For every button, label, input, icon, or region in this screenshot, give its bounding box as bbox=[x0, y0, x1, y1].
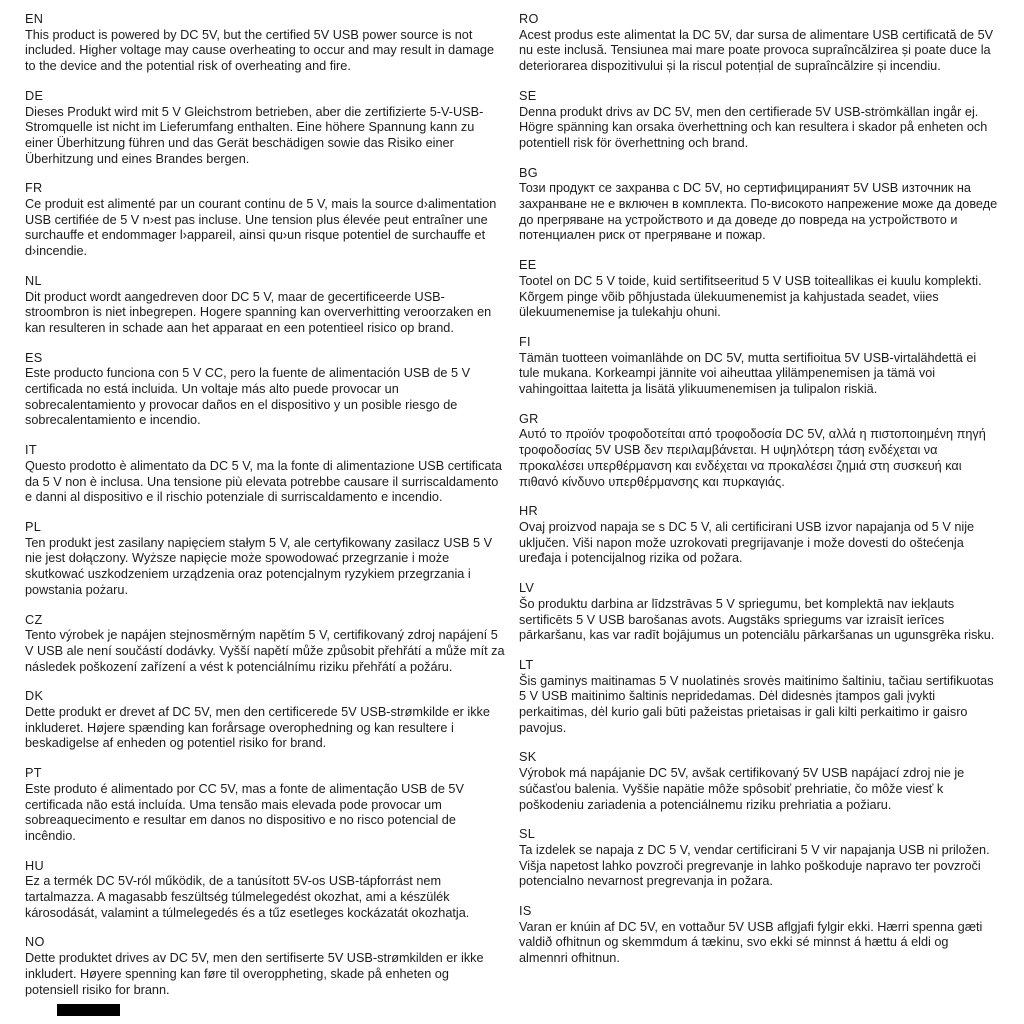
left-column bbox=[25, 12, 506, 1012]
language-block-pl bbox=[25, 520, 506, 599]
language-code: BG bbox=[519, 165, 538, 180]
language-code: PL bbox=[25, 519, 42, 534]
language-code: SL bbox=[519, 827, 536, 842]
cropped-footer-mark bbox=[57, 1004, 120, 1016]
language-block-cz bbox=[25, 613, 506, 676]
language-block-dk bbox=[25, 689, 506, 752]
language-code: EN bbox=[25, 12, 44, 26]
language-code: LT bbox=[519, 657, 534, 672]
language-code: HU bbox=[25, 858, 44, 873]
language-code: DE bbox=[25, 88, 44, 103]
language-block-hr bbox=[519, 504, 1000, 567]
warning-text: Αυτό το προϊόν τροφοδοτείται από τροφοδοσία DC 5V, αλλά η πιστοποιημένη πηγή τροφοδοσίας 5V USB δεν περιλαμβάνεται. Η υψηλότερη τάση ενδέχεται να προκαλέσει υπερθέρμανση και ενδέχεται να προκαλέσει ζημιά στη συσκευή και πιθανό κίνδυνο υπερθέρμανσης και πυρκαγιάς. bbox=[519, 427, 986, 489]
language-code: PT bbox=[25, 766, 42, 781]
warning-text: Este produto é alimentado por CC 5V, mas a fonte de alimentação USB de 5V certificada não está incluída. Uma tensão mais elevada pode provocar um sobreaquecimento e resultar em danos no dispositivo e no risco potencial de incêndio. bbox=[25, 781, 464, 843]
warning-text: Tento výrobek je napájen stejnosměrným napětím 5 V, certifikovaný zdroj napájení 5 V USB ale není součástí dodávky. Vyšší napětí může způsobit přehřátí a může mít za následek poškození zařízení a vést k potenciálnímu riziku přehřátí a požáru. bbox=[25, 628, 505, 674]
language-code: CZ bbox=[25, 612, 43, 627]
warning-text: Ce produit est alimenté par un courant continu de 5 V, mais la source d›alimentation USB certifiée de 5 V n›est pas incluse. Une tension plus élevée peut entraîner une surchauffe et endommager l›appareil, ainsi qu›un risque potentiel de surchauffe et d›incendie. bbox=[25, 197, 497, 259]
warning-text: Ez a termék DC 5V-ról működik, de a tanúsított 5V-os USB-tápforrást nem tartalmazza. A magasabb feszültség túlmelegedést okozhat, ami a készülék károsodását, valamint a túlmelegedés és a tűz esetleges kockázatát okozhatja. bbox=[25, 874, 470, 920]
language-block-lv bbox=[519, 581, 1000, 644]
language-block-ro bbox=[519, 12, 1000, 75]
language-block-fi bbox=[519, 335, 1000, 398]
warning-text: Dieses Produkt wird mit 5 V Gleichstrom betrieben, aber die zertifizierte 5-V-USB-Stromquelle ist nicht im Lieferumfang enthalten. Eine höhere Spannung kann zu einer Überhitzung führen und das Gerät beschädigen sowie das Risiko einer Überhitzung und eines Brandes bergen. bbox=[25, 104, 484, 166]
right-column bbox=[519, 12, 1000, 1012]
language-block-pt bbox=[25, 766, 506, 845]
language-block-en bbox=[25, 12, 506, 75]
language-code: LV bbox=[519, 581, 535, 596]
language-code: IS bbox=[519, 904, 532, 919]
language-code: EE bbox=[519, 258, 537, 273]
language-block-it bbox=[25, 443, 506, 506]
language-code: HR bbox=[519, 504, 538, 519]
language-code: DK bbox=[25, 689, 44, 704]
warning-text: This product is powered by DC 5V, but the certified 5V USB power source is not included. Higher voltage may cause overheating to occur and may result in damage to the device and the potential risk of overheating and fire. bbox=[25, 27, 494, 74]
language-code: RO bbox=[519, 12, 539, 26]
language-block-sk bbox=[519, 750, 1000, 813]
language-block-is bbox=[519, 904, 1000, 967]
language-code: NO bbox=[25, 935, 45, 950]
language-block-se bbox=[519, 89, 1000, 152]
language-block-es bbox=[25, 351, 506, 430]
language-code: GR bbox=[519, 411, 539, 426]
warning-text: Acest produs este alimentat la DC 5V, dar sursa de alimentare USB certificată de 5V nu este inclusă. Tensiunea mai mare poate provoca supraîncălzirea și poate duce la deteriorarea dispozitivului și la riscul potențial de supraîncălzire și incendiu. bbox=[519, 27, 994, 74]
language-block-lt bbox=[519, 658, 1000, 737]
warning-text: Varan er knúin af DC 5V, en vottaður 5V USB aflgjafi fylgir ekki. Hærri spenna gæti valdið ofhitnun og skemmdum á tækinu, svo ekki sé minnst á hættu á eldi og almennri ofhitnun. bbox=[519, 919, 983, 966]
warning-text: Dette produktet drives av DC 5V, men den sertifiserte 5V USB-strømkilden er ikke inkludert. Høyere spenning kan føre til overoppheting, skade på enheten og potensiell risiko for brann. bbox=[25, 951, 484, 997]
language-code: ES bbox=[25, 350, 43, 365]
warning-text: Tämän tuotteen voimanlähde on DC 5V, mutta sertifioitua 5V USB-virtalähdettä ei tule mukana. Korkeampi jännite voi aiheuttaa ylilämpenemisen ja tämä voi vahingoittaa laitetta ja lisätä ylikuumenemisen ja tulipalon riskiä. bbox=[519, 350, 977, 397]
language-block-fr bbox=[25, 181, 506, 260]
warning-text: Този продукт се захранва с DC 5V, но сертифицираният 5V USB източник на захранване не е включен в комплекта. По-високото напрежение може да доведе до прегряване на устройството и да доведе до повреда на устройството и потенциален риск от прегряване и пожар. bbox=[519, 181, 998, 243]
warning-text: Ta izdelek se napaja z DC 5 V, vendar certificirani 5 V vir napajanja USB ni priložen. Višja napetost lahko povzroči pregrevanje in lahko poškoduje napravo ter povzroči potencialno nevarnost pregrevanja in požara. bbox=[519, 842, 990, 889]
warning-text: Ten produkt jest zasilany napięciem stałym 5 V, ale certyfikowany zasilacz USB 5 V nie jest dołączony. Wyższe napięcie może spowodować przegrzanie i może skutkować uszkodzeniem urządzenia oraz potencjalnym ryzykiem przegrzania i powstania pożaru. bbox=[25, 535, 493, 597]
language-block-sl bbox=[519, 827, 1000, 890]
language-block-ee bbox=[519, 258, 1000, 321]
warning-text: Šo produktu darbina ar līdzstrāvas 5 V spriegumu, bet komplektā nav iekļauts sertificēts 5 V USB barošanas avots. Augstāks spriegums var izraisīt ierīces pārkaršanu, kas var radīt bojājumus un potenciālu pārkaršanas un ugunsgrēka risku. bbox=[519, 596, 995, 643]
warning-text: Dit product wordt aangedreven door DC 5 V, maar de gecertificeerde USB-stroombron is niet inbegrepen. Hogere spanning kan oververhitting veroorzaken en kan resulteren in schade aan het apparaat en een potentieel risico op brand. bbox=[25, 289, 492, 335]
language-block-hu bbox=[25, 859, 506, 922]
warning-text: Tootel on DC 5 V toide, kuid sertifitseeritud 5 V USB toiteallikas ei kuulu komplekti. Kõrgem pinge võib põhjustada ülekuumenemist ja kahjustada seadet, viies ülekuumenemise ja tulekahju ohuni. bbox=[519, 273, 982, 320]
language-block-bg bbox=[519, 166, 1000, 245]
warning-text: Výrobok má napájanie DC 5V, avšak certifikovaný 5V USB napájací zdroj nie je súčasťou balenia. Vyššie napätie môže spôsobiť prehriatie, čo môže viesť k poškodeniu zariadenia a potenciálnemu riziku prehriatia a požiaru. bbox=[519, 766, 965, 812]
language-code: SK bbox=[519, 750, 537, 765]
language-code: FI bbox=[519, 334, 531, 349]
language-block-de bbox=[25, 89, 506, 168]
warning-text: Questo prodotto è alimentato da DC 5 V, ma la fonte di alimentazione USB certificata da 5 V non è inclusa. Una tensione più elevata potrebbe causare il surriscaldamento e danni al dispositivo e il rischio potenziale di surriscaldamento e incendio. bbox=[25, 458, 502, 505]
warning-text: Denna produkt drivs av DC 5V, men den certifierade 5V USB-strömkällan ingår ej. Högre spänning kan orsaka överhettning och kan resultera i skador på enheten och potentiell risk för överhettning och brand. bbox=[519, 104, 988, 150]
warning-text: Šis gaminys maitinamas 5 V nuolatinės srovės maitinimo šaltiniu, tačiau sertifikuotas 5 V USB maitinimo šaltinis nepridedamas. Dėl didesnės įtampos gali įvykti perkaitimas, dėl kurio gali būti pažeistas prietaisas ir gali kilti perkaitimo ir gaisro pavojus. bbox=[519, 673, 994, 735]
language-block-no bbox=[25, 935, 506, 998]
language-block-gr bbox=[519, 412, 1000, 491]
language-block-nl bbox=[25, 274, 506, 337]
warning-text: Dette produkt er drevet af DC 5V, men den certificerede 5V USB-strømkilde er ikke inkluderet. Højere spænding kan forårsage overophedning og kan resultere i beskadigelse af enheden og potentiel risiko for brand. bbox=[25, 705, 490, 751]
language-code: SE bbox=[519, 88, 537, 103]
warning-text: Ovaj proizvod napaja se s DC 5 V, ali certificirani USB izvor napajanja od 5 V nije uključen. Viši napon može uzrokovati pregrijavanje i može dovesti do oštećenja uređaja i potencijalnog rizika od požara. bbox=[519, 519, 975, 566]
language-code: IT bbox=[25, 443, 37, 458]
language-code: FR bbox=[25, 181, 43, 196]
two-column-layout bbox=[25, 12, 1000, 1012]
language-code: NL bbox=[25, 273, 42, 288]
warning-text: Este producto funciona con 5 V CC, pero la fuente de alimentación USB de 5 V certificada no está incluida. Un voltaje más alto puede provocar un sobrecalentamiento y provocar daños en el dispositivo y un posible riesgo de sobrecalentamiento e incendio. bbox=[25, 366, 471, 428]
